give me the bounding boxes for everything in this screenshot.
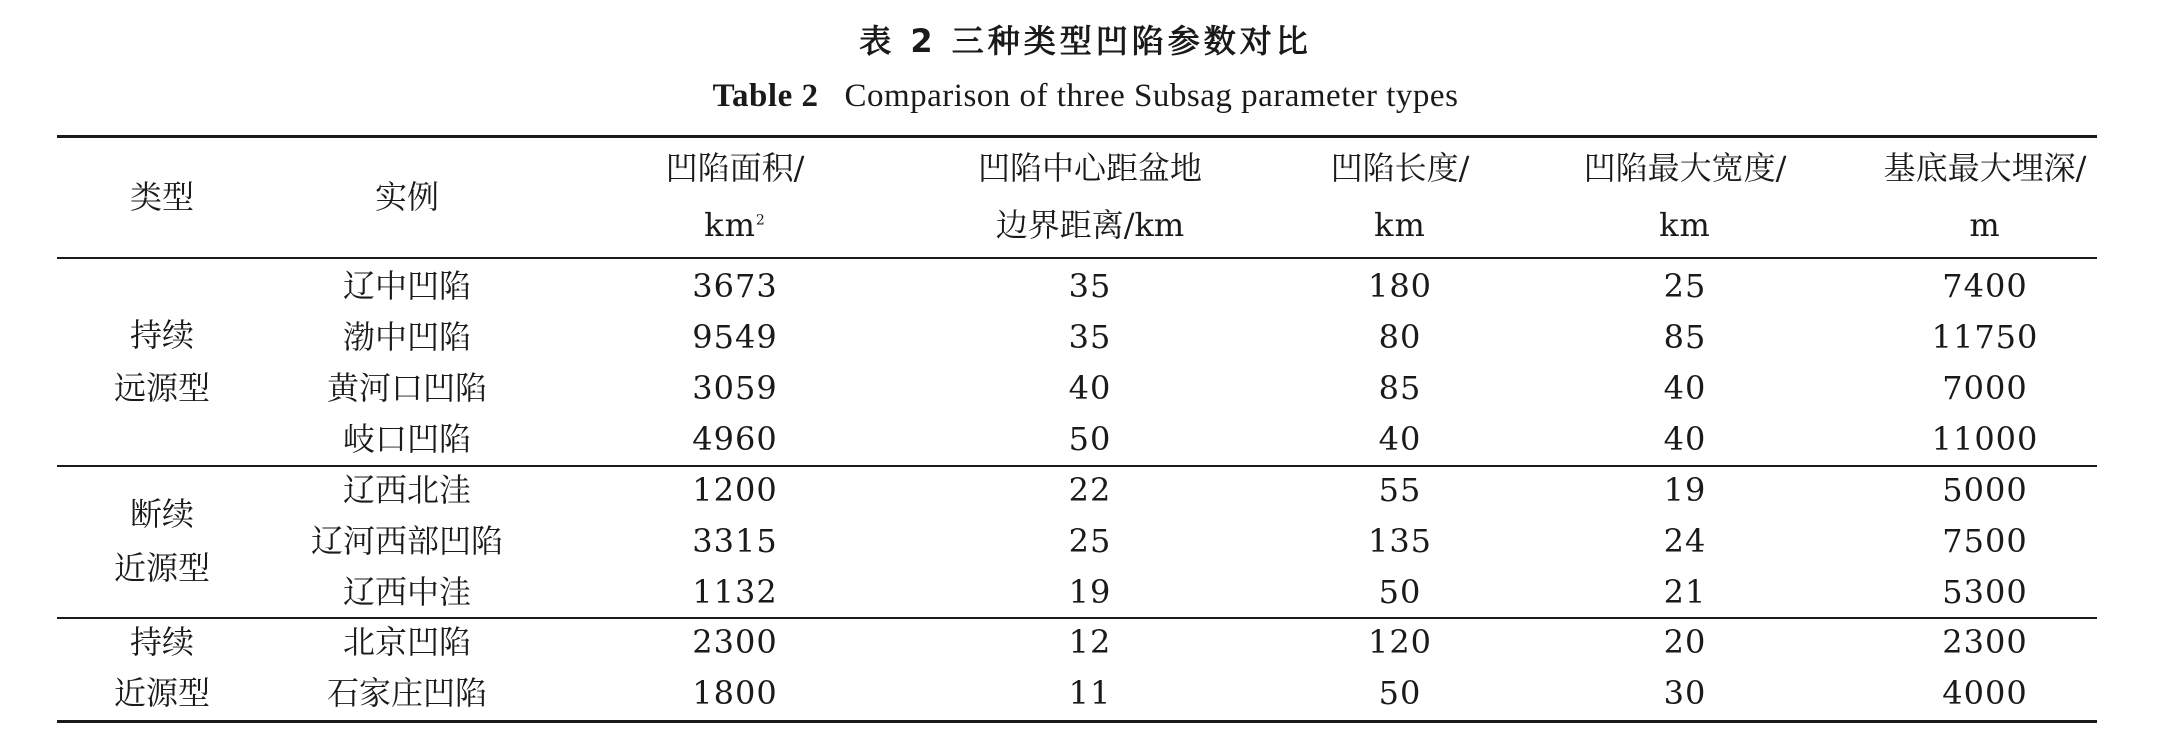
header-rule	[57, 257, 2097, 259]
table-top-rule	[57, 135, 2097, 138]
header-area-line2	[600, 199, 870, 251]
header-depth-line2: m	[1969, 206, 2001, 244]
cell-area: 4960	[692, 420, 778, 458]
cell-distance: 35	[1068, 267, 1112, 305]
cell-distance: 50	[1068, 420, 1112, 458]
cell-area: 1200	[692, 471, 778, 509]
cell-depth: 7400	[1942, 267, 2028, 305]
cell-area: 9549	[692, 318, 778, 356]
header-distance-line1: 凹陷中心距盆地	[977, 149, 1202, 187]
cell-distance: 12	[1068, 623, 1112, 661]
cell-width: 25	[1663, 267, 1707, 305]
cell-length: 120	[1367, 623, 1433, 661]
group-type-line2: 近源型	[113, 674, 210, 712]
header-type: 类型	[129, 178, 194, 216]
cell-length: 55	[1378, 471, 1422, 509]
cell-depth: 7000	[1942, 369, 2028, 407]
cell-example: 辽河西部凹陷	[310, 522, 503, 560]
cell-example: 辽西北洼	[342, 471, 471, 509]
cell-length: 180	[1367, 267, 1433, 305]
cell-length: 80	[1378, 318, 1422, 356]
cell-length: 50	[1378, 573, 1422, 611]
cell-width: 40	[1663, 420, 1707, 458]
cell-width: 19	[1663, 471, 1707, 509]
table-bottom-rule	[57, 720, 2097, 723]
cell-width: 21	[1663, 573, 1707, 611]
cell-length: 85	[1378, 369, 1422, 407]
header-width-line2: km	[1659, 206, 1711, 244]
header-distance-line2: 边界距离/km	[995, 206, 1185, 244]
cell-depth: 4000	[1942, 674, 2028, 712]
cell-depth: 5300	[1942, 573, 2028, 611]
header-length-line2: km	[1374, 206, 1426, 244]
cell-width: 85	[1663, 318, 1707, 356]
table-caption-cn: 表 2 三种类型凹陷参数对比	[859, 22, 1312, 60]
cell-area: 3059	[692, 369, 778, 407]
cell-depth: 11000	[1931, 420, 2039, 458]
cell-length: 135	[1367, 522, 1433, 560]
cell-area: 3315	[692, 522, 778, 560]
cell-example: 北京凹陷	[342, 623, 471, 661]
cell-distance: 22	[1068, 471, 1112, 509]
cell-width: 30	[1663, 674, 1707, 712]
cell-example: 渤中凹陷	[342, 318, 471, 356]
header-area-line1: 凹陷面积/	[665, 149, 805, 187]
cell-area: 1132	[692, 573, 778, 611]
cell-depth: 2300	[1942, 623, 2028, 661]
group-type-line1: 断续	[129, 495, 194, 533]
cell-length: 50	[1378, 674, 1422, 712]
cell-depth: 11750	[1931, 318, 2039, 356]
cell-distance: 25	[1068, 522, 1112, 560]
cell-example: 辽西中洼	[342, 573, 471, 611]
cell-depth: 7500	[1942, 522, 2028, 560]
cell-example: 辽中凹陷	[342, 267, 471, 305]
cell-area: 2300	[692, 623, 778, 661]
cell-distance: 40	[1068, 369, 1112, 407]
header-width-line1: 凹陷最大宽度/	[1583, 149, 1787, 187]
table-caption-en	[0, 78, 2171, 115]
header-area-unit: km	[704, 206, 756, 244]
cell-distance: 19	[1068, 573, 1112, 611]
header-area-sup: 2	[755, 212, 766, 229]
cell-example: 岐口凹陷	[342, 420, 471, 458]
header-example: 实例	[374, 178, 439, 216]
cell-depth: 5000	[1942, 471, 2028, 509]
cell-width: 20	[1663, 623, 1707, 661]
cell-distance: 35	[1068, 318, 1112, 356]
header-depth-line1: 基底最大埋深/	[1883, 149, 2087, 187]
table-caption-text: Comparison of three Subsag parameter types	[844, 78, 1459, 114]
group-type-line2: 近源型	[113, 549, 210, 587]
cell-length: 40	[1378, 420, 1422, 458]
group-type-line1: 持续	[129, 623, 194, 661]
cell-area: 1800	[692, 674, 778, 712]
group-type-line2: 远源型	[113, 369, 210, 407]
table-caption-label: Table 2	[712, 78, 819, 114]
cell-width: 24	[1663, 522, 1707, 560]
header-length-line1: 凹陷长度/	[1330, 149, 1470, 187]
cell-area: 3673	[692, 267, 778, 305]
cell-width: 40	[1663, 369, 1707, 407]
cell-example: 石家庄凹陷	[326, 674, 487, 712]
cell-example: 黄河口凹陷	[326, 369, 487, 407]
group-type-line1: 持续	[129, 316, 194, 354]
cell-distance: 11	[1068, 674, 1112, 712]
